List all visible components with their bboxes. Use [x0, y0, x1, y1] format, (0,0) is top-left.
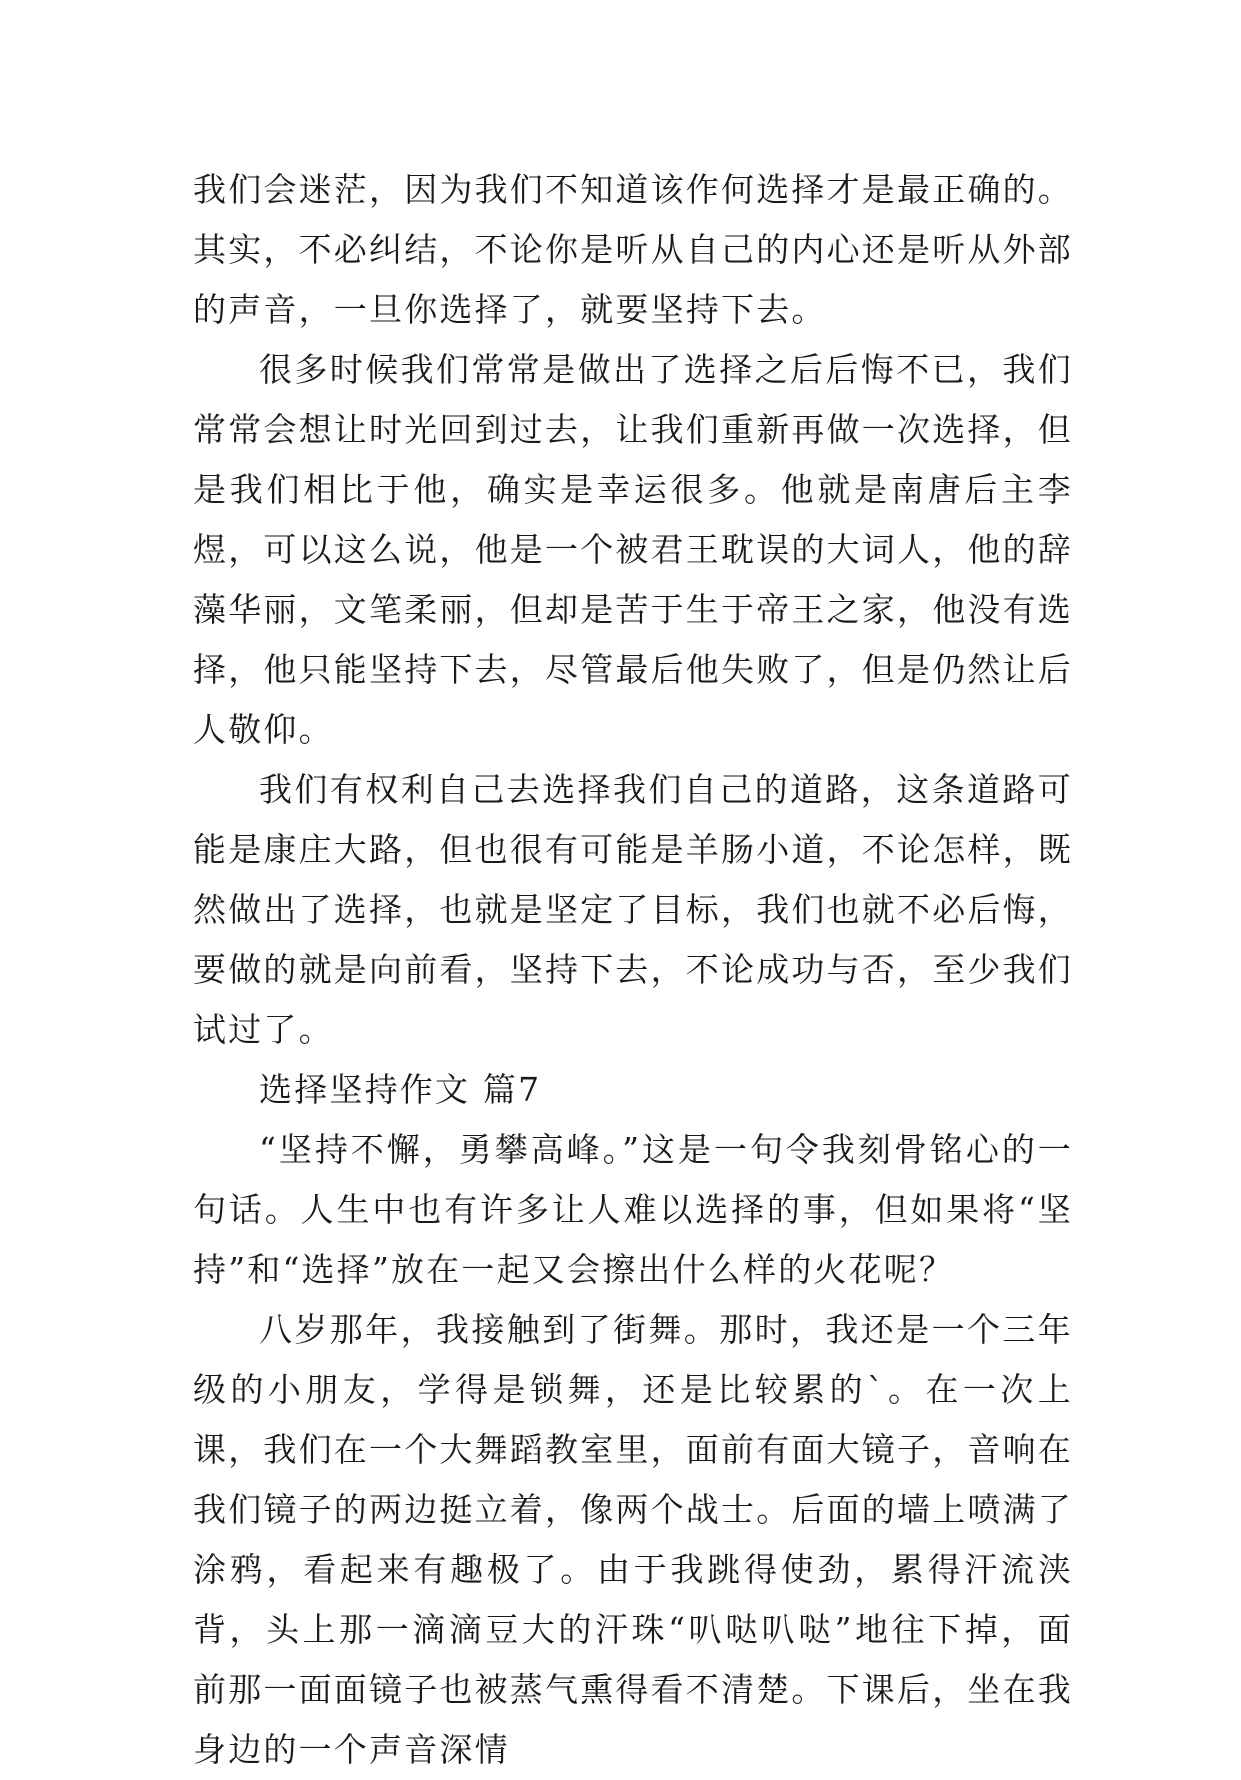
paragraph-4: “坚持不懈，勇攀高峰。”这是一句令我刻骨铭心的一句话。人生中也有许多让人难以选择的事，但如果将“坚持”和“选择”放在一起又会擦出什么样的火花呢？ [193, 1130, 1073, 1289]
paragraph-3: 我们有权利自己去选择我们自己的道路，这条道路可能是康庄大路，但也很有可能是羊肠小道，不论怎样，既然做出了选择，也就是坚定了目标，我们也就不必后悔，要做的就是向前看，坚持下去，不论成功与否，至少我们试过了。 [193, 770, 1073, 1049]
paragraph-5: 八岁那年，我接触到了街舞。那时，我还是一个三年级的小朋友，学得是锁舞，还是比较累的`。在一次上课，我们在一个大舞蹈教室里，面前有面大镜子，音响在我们镜子的两边挺立着，像两个战士。后面的墙上喷满了涂鸦，看起来有趣极了。由于我跳得使劲，累得汗流浃背，头上那一滴滴豆大的汗珠“叭哒叭哒”地往下掉，面前那一面面镜子也被蒸气熏得看不清楚。下课后，坐在我身边的一个声音深情 [193, 1310, 1073, 1769]
paragraph-2: 很多时候我们常常是做出了选择之后后悔不已，我们常常会想让时光回到过去，让我们重新再做一次选择，但是我们相比于他，确实是幸运很多。他就是南唐后主李煜，可以这么说，他是一个被君王耽误的大词人，他的辞藻华丽，文笔柔丽，但却是苦于生于帝王之家，他没有选择，他只能坚持下去，尽管最后他失败了，但是仍然让后人敬仰。 [193, 350, 1073, 749]
paragraph-1: 我们会迷茫，因为我们不知道该作何选择才是最正确的。其实，不必纠结，不论你是听从自己的内心还是听从外部的声音，一旦你选择了，就要坚持下去。 [193, 170, 1073, 329]
document-body [193, 160, 1073, 1780]
section-heading: 选择坚持作文 篇7 [259, 1070, 542, 1109]
